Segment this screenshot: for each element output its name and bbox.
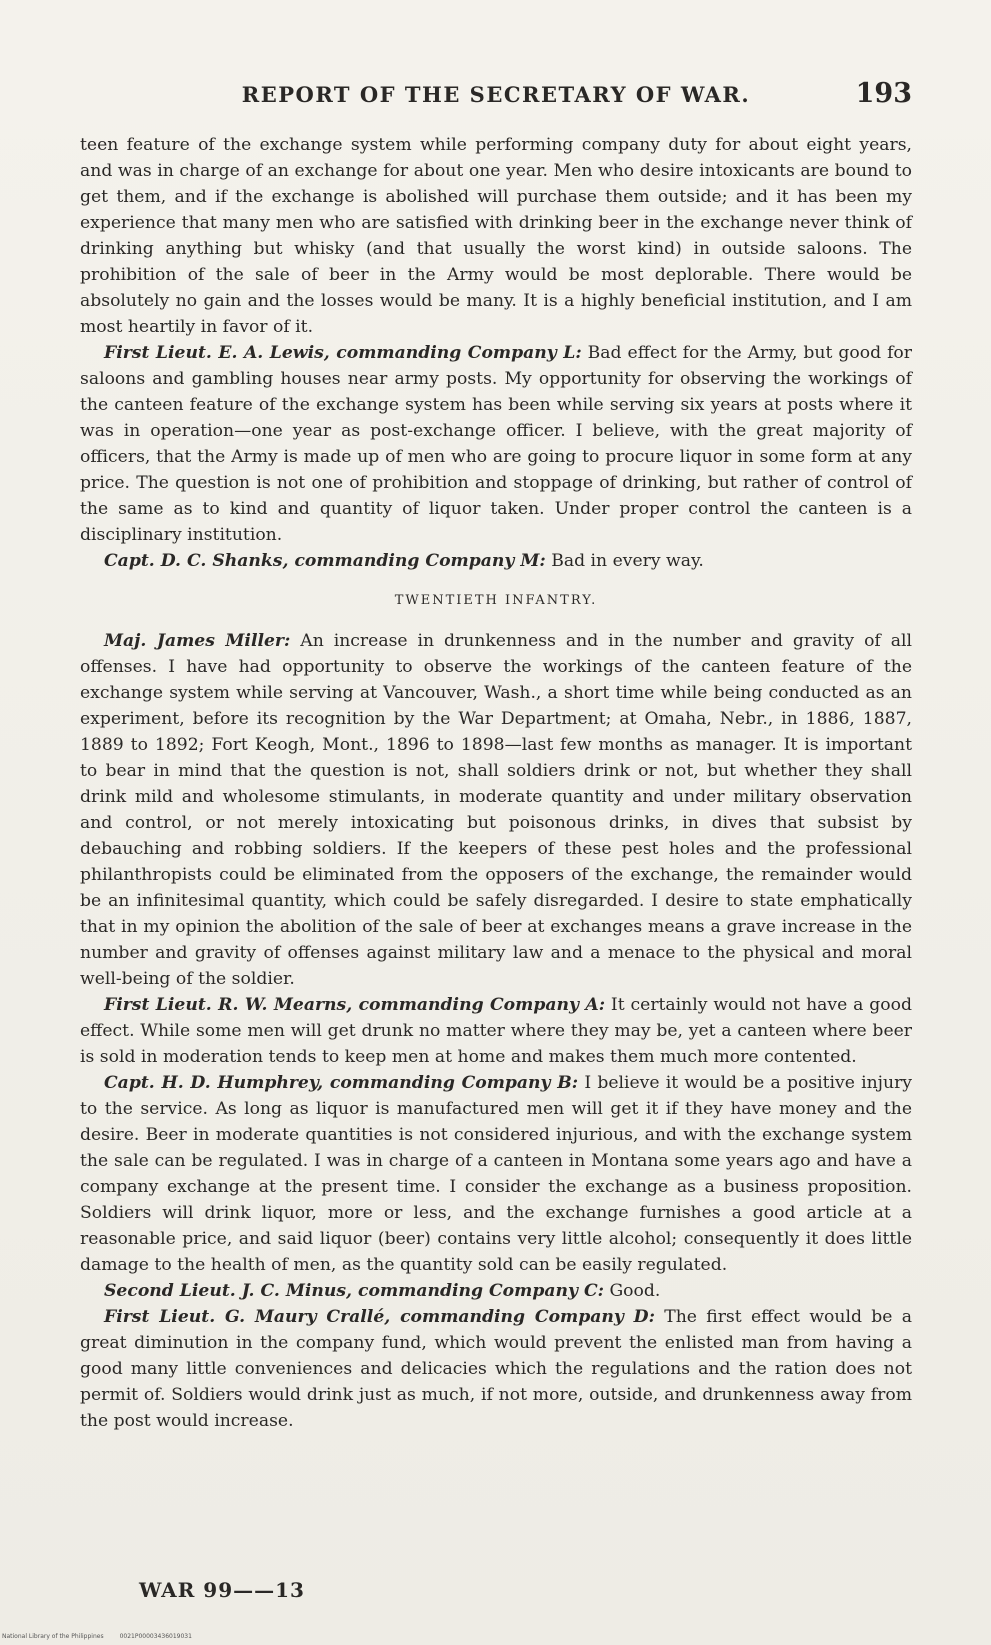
- paragraph: [80, 1278, 912, 1304]
- speaker-name: First Lieut. E. A. Lewis, commanding Company L:: [104, 343, 582, 363]
- scan-credit-id: 0021P00003436019031: [119, 1633, 192, 1640]
- paragraph: [80, 1070, 912, 1278]
- paragraph-text: teen feature of the exchange system while performing company duty for about eight years, and was in charge of an exchange for about one year. Men who desire intoxicants are bound to get them, and if the exchange is abolished will purchase them outside; and it has been my experience that many men who are satisfied with drinking beer in the exchange never think of drinking anything but whisky (and that usually the worst kind) in outside saloons. The prohibition of the sale of beer in the Army would be most deplorable. There would be absolutely no gain and the losses would be many. It is a highly beneficial institution, and I am most heartily in favor of it.: [80, 135, 912, 337]
- page-title: REPORT OF THE SECRETARY OF WAR.: [241, 82, 751, 107]
- page-number: 193: [855, 78, 912, 109]
- paragraph: [80, 132, 912, 340]
- paragraph-text: It certainly would not have a good effect. While some men will get drunk no matter where they may be, yet a canteen where beer is sold in moderation tends to keep men at home and makes them much more contented.: [80, 995, 912, 1067]
- speaker-name: First Lieut. G. Maury Crallé, commanding Company D:: [104, 1307, 655, 1327]
- paragraph-text: Good.: [603, 1281, 661, 1301]
- signature-mark: WAR 99——13: [139, 1578, 305, 1602]
- speaker-name: Maj. James Miller:: [104, 631, 291, 651]
- paragraph: [80, 992, 912, 1070]
- speaker-name: Capt. D. C. Shanks, commanding Company M:: [104, 551, 546, 571]
- running-head: [80, 78, 912, 112]
- paragraph-text: An increase in drunkenness and in the number and gravity of all offenses. I have had opportunity to observe the workings of the canteen feature of the exchange system while serving at Vancouver, Wash., a short time while being conducted as an experiment, before its recognition by the War Department; at Omaha, Nebr., in 1886, 1887, 1889 to 1892; Fort Keogh, Mont., 1896 to 1898—last few months as manager. It is important to bear in mind that the question is not, shall soldiers drink or not, but whether they shall drink mild and wholesome stimulants, in moderate quantity and under military observation and control, or not merely intoxicating but poisonous drinks, in dives that subsist by debauching and robbing soldiers. If the keepers of these pest holes and the professional philanthropists could be eliminated from the opposers of the exchange, the remainder would be an infinitesimal quantity, which could be safely disregarded. I desire to state emphatically that in my opinion the abolition of the sale of beer at exchanges means a grave increase in the number and gravity of offenses against military law and a menace to the physical and moral well-being of the soldier.: [80, 631, 912, 989]
- paragraph-text: I believe it would be a positive injury to the service. As long as liquor is manufactured men will get it if they have money and the desire. Beer in moderate quantities is not considered injurious, and with the exchange system the sale can be regulated. I was in charge of a canteen in Montana some years ago and have a company exchange at the present time. I consider the exchange as a business proposition. Soldiers will drink liquor, more or less, and the exchange furnishes a good article at a reasonable price, and said liquor (beer) contains very little alcohol; consequently it does little damage to the health of men, as the quantity sold can be easily regulated.: [80, 1073, 913, 1275]
- body-text: [80, 132, 912, 1434]
- speaker-name: First Lieut. R. W. Mearns, commanding Company A:: [104, 995, 606, 1015]
- paragraph-text: Bad in every way.: [545, 551, 704, 571]
- scan-credit-library: National Library of the Philippines: [2, 1633, 104, 1640]
- speaker-name: Second Lieut. J. C. Minus, commanding Company C:: [104, 1281, 604, 1301]
- paragraph-text: Bad effect for the Army, but good for saloons and gambling houses near army posts. My opportunity for observing the workings of the canteen feature of the exchange system has been while serving six years at posts where it was in operation—one year as post-exchange officer. I believe, with the great majority of officers, that the Army is made up of men who are going to procure liquor in some form at any price. The question is not one of prohibition and stoppage of drinking, but rather of control of the same as to kind and quantity of liquor taken. Under proper control the canteen is a disciplinary institution.: [80, 343, 912, 545]
- paragraph: [80, 628, 912, 992]
- scan-credit: [2, 1633, 192, 1640]
- speaker-name: Capt. H. D. Humphrey, commanding Company B:: [104, 1073, 579, 1093]
- paragraph: [80, 340, 912, 548]
- paragraph: [80, 1304, 912, 1434]
- paragraph-text: The first effect would be a great diminution in the company fund, which would prevent the enlisted man from having a good many little conveniences and delicacies which the regulations and the ration does not permit of. Soldiers would drink just as much, if not more, outside, and drunkenness away from the post would increase.: [80, 1307, 912, 1431]
- section-heading: TWENTIETH INFANTRY.: [394, 593, 598, 608]
- paragraph: [80, 548, 912, 574]
